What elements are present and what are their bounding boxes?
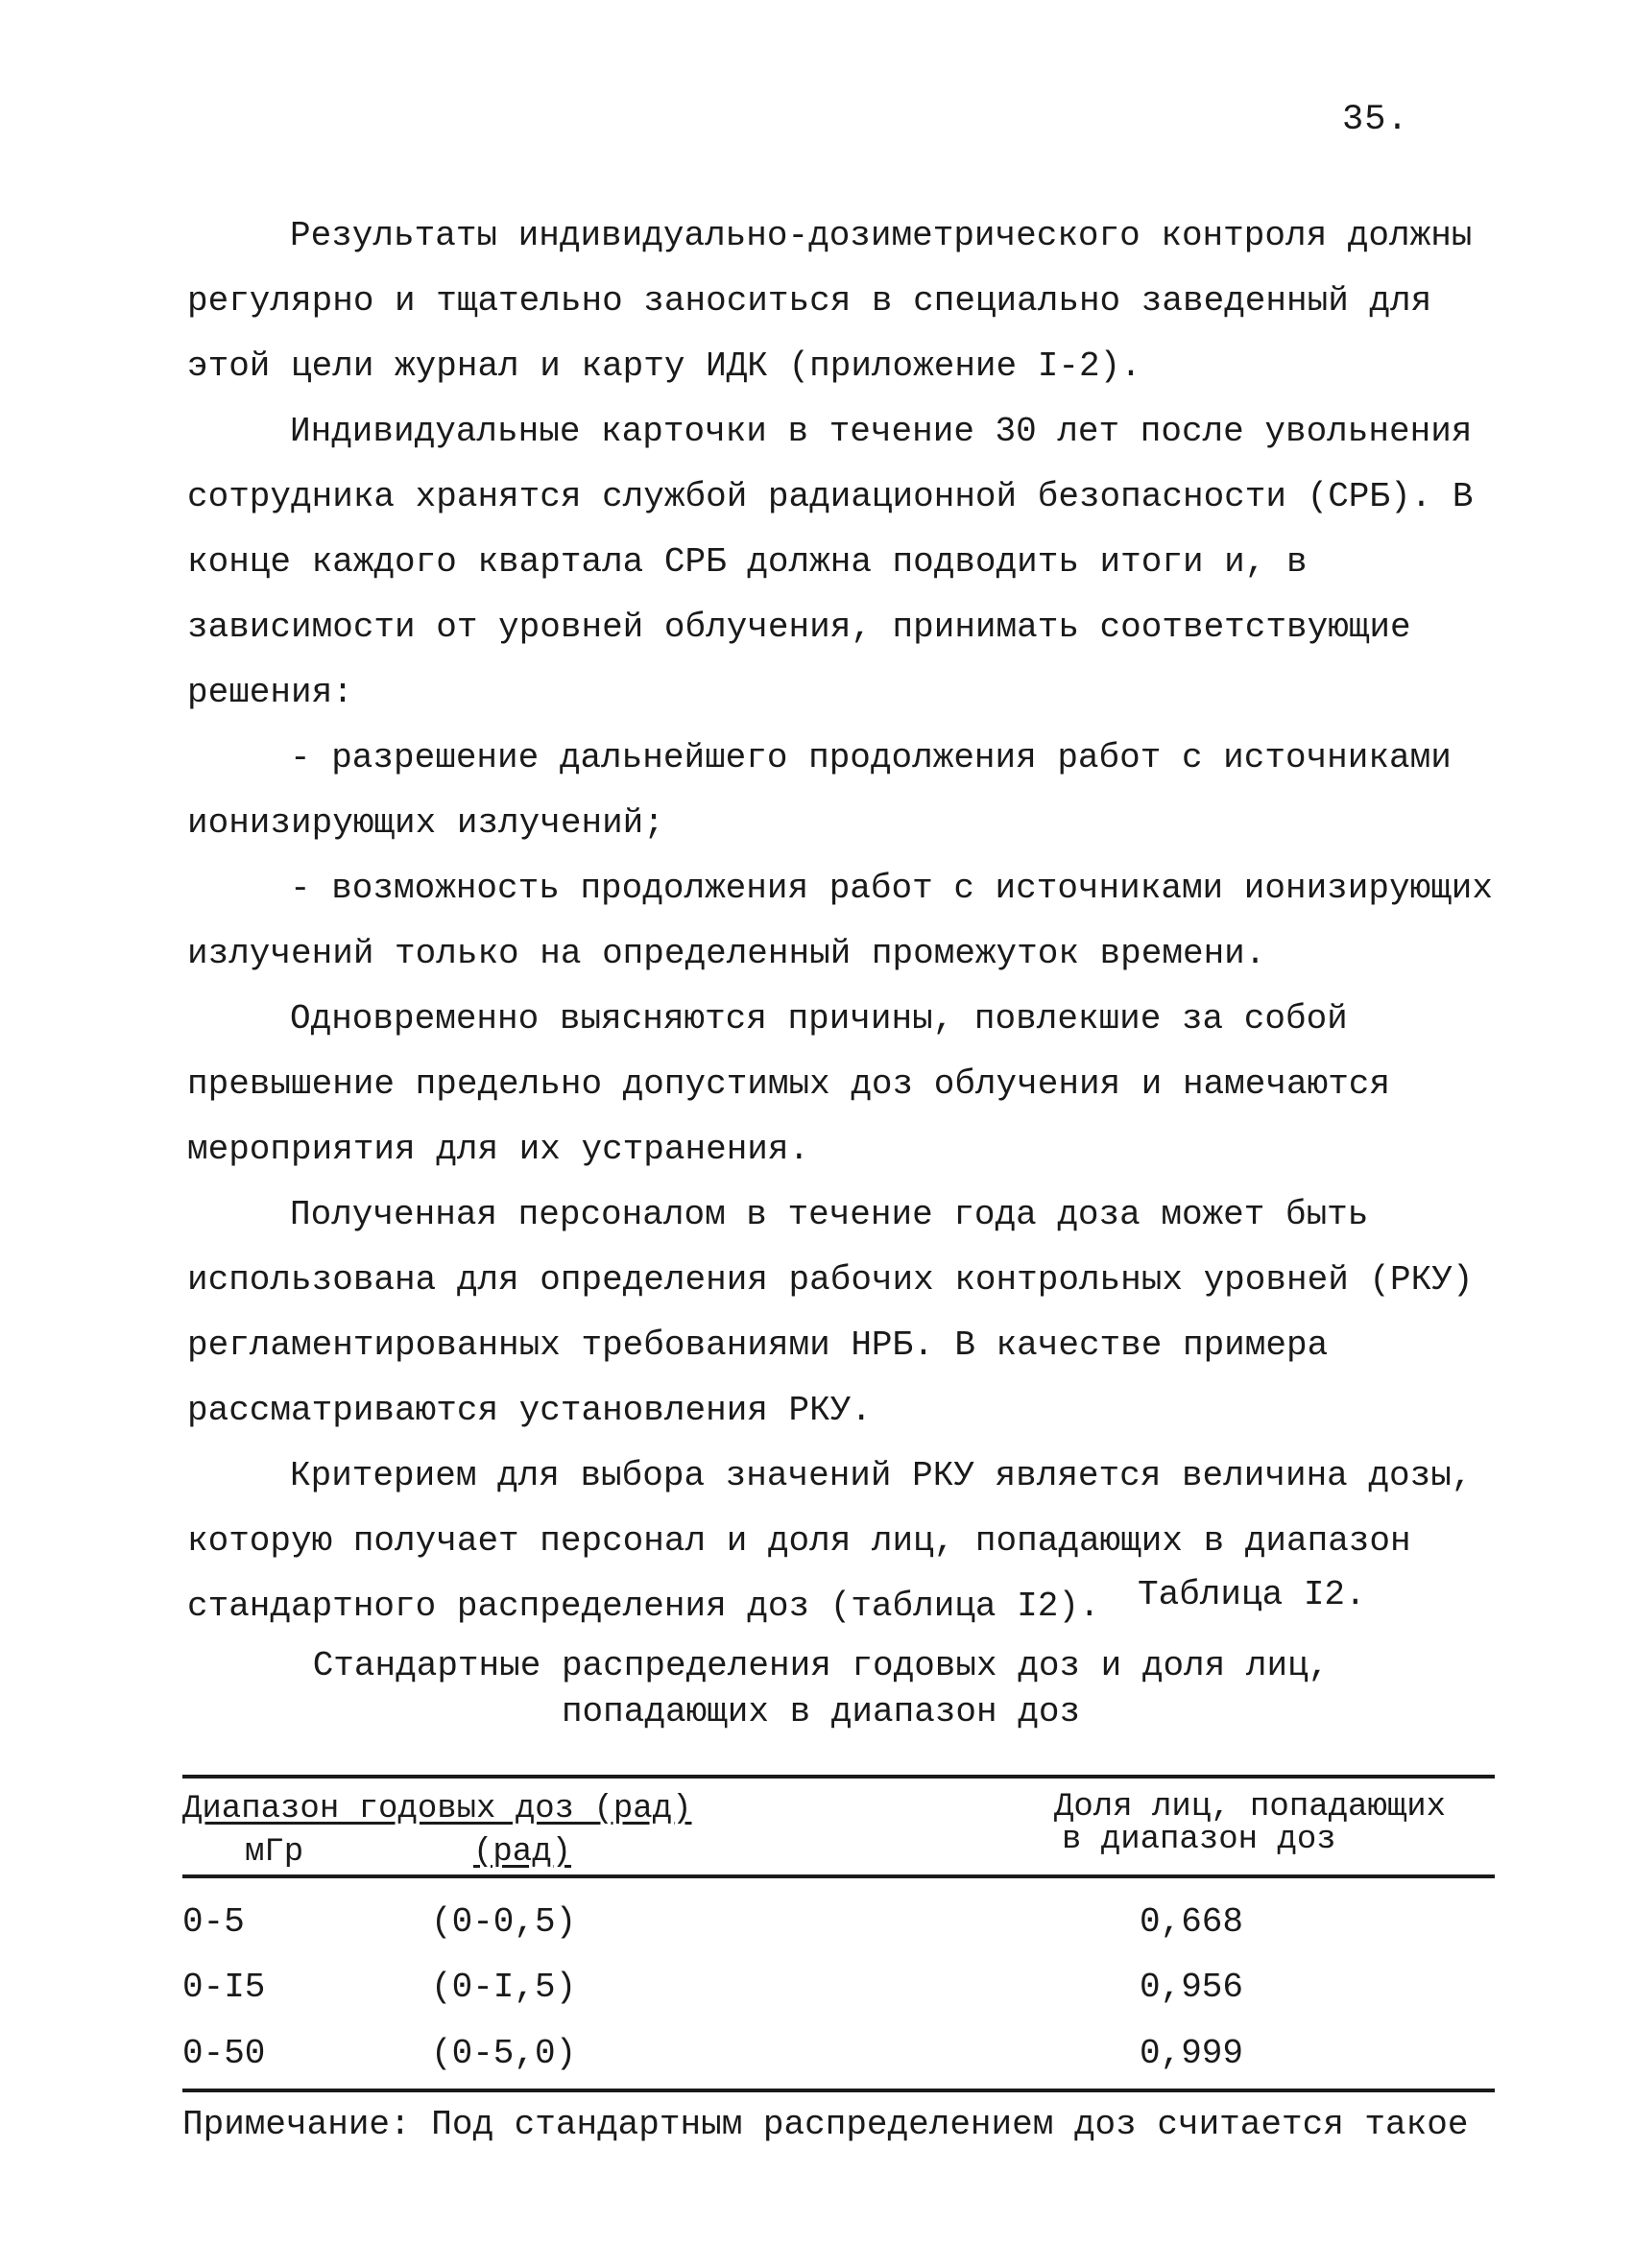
paragraph-idk-journal: Результаты индивидуально-дозиметрического контроля должны регулярно и тщательно заноситься в специально заведенный для этой цели журнал и карту ИДК (приложение I-2). [187, 216, 1473, 386]
table-bottom-rule [182, 2089, 1495, 2092]
table-cell-share: 0,668 [1140, 1902, 1244, 1942]
table-header-rule [182, 1874, 1495, 1878]
paragraph-individual-cards: Индивидуальные карточки в течение 30 лет после увольнения сотрудника хранятся службой радиационной безопасности (СРБ). В конце каждого квартала СРБ должна подводить итоги и, в зависимости от уровней облучения, принимать соответствующие решения: [187, 412, 1474, 712]
table-cell-mgr: 0-50 [182, 2034, 266, 2073]
page-number: 35. [1342, 100, 1409, 140]
table-note: Примечание: Под стандартным распределением доз считается такое [182, 2105, 1469, 2144]
table-title [187, 1643, 1454, 1735]
table-cell-rad: (0-0,5) [431, 1902, 577, 1942]
paragraph-rku-criterion: Критерием для выбора значений РКУ является величина дозы, которую получает персонал и доля лиц, попадающих в диапазон стандартного распределения доз (таблица I2). [187, 1456, 1473, 1626]
table-title-line: попадающих в диапазон доз [561, 1692, 1081, 1731]
body-text [187, 203, 1502, 1639]
table-caption: Таблица I2. [1138, 1575, 1366, 1614]
table-title-line: Стандартные распределения годовых доз и доля лиц, [312, 1646, 1330, 1685]
table-cell-share: 0,956 [1140, 1968, 1244, 2007]
list-item-permission: - разрешение дальнейшего продолжения работ с источниками ионизирующих излучений; [187, 738, 1452, 843]
paragraph-causes: Одновременно выясняются причины, повлекшие за собой превышение предельно допустимых доз облучения и намечаются мероприятия для их устранения. [187, 999, 1391, 1169]
column-header-share-line: Доля лиц, попадающих [1054, 1789, 1447, 1826]
list-item-limited-work: - возможность продолжения работ с источниками ионизирующих излучений только на определенный промежуток времени. [187, 869, 1494, 973]
column-header-mgr: мГр [245, 1834, 304, 1871]
table-cell-mgr: 0-5 [182, 1902, 245, 1942]
table-top-rule [182, 1775, 1495, 1779]
column-header-share [1054, 1791, 1446, 1856]
column-header-dose-range: Диапазон годовых доз (рад) [182, 1791, 692, 1827]
column-header-share-line: в диапазон доз [1062, 1822, 1336, 1858]
table-cell-rad: (0-5,0) [431, 2034, 577, 2073]
paragraph-rku-definition: Полученная персоналом в течение года доза может быть использована для определения рабочих контрольных уровней (РКУ) регламентированных требованиями НРБ. В качестве примера рассматриваются установления РКУ. [187, 1195, 1474, 1430]
column-header-rad: (рад) [473, 1834, 572, 1871]
table-cell-share: 0,999 [1140, 2034, 1244, 2073]
table-cell-mgr: 0-I5 [182, 1968, 266, 2007]
table-cell-rad: (0-I,5) [431, 1968, 577, 2007]
